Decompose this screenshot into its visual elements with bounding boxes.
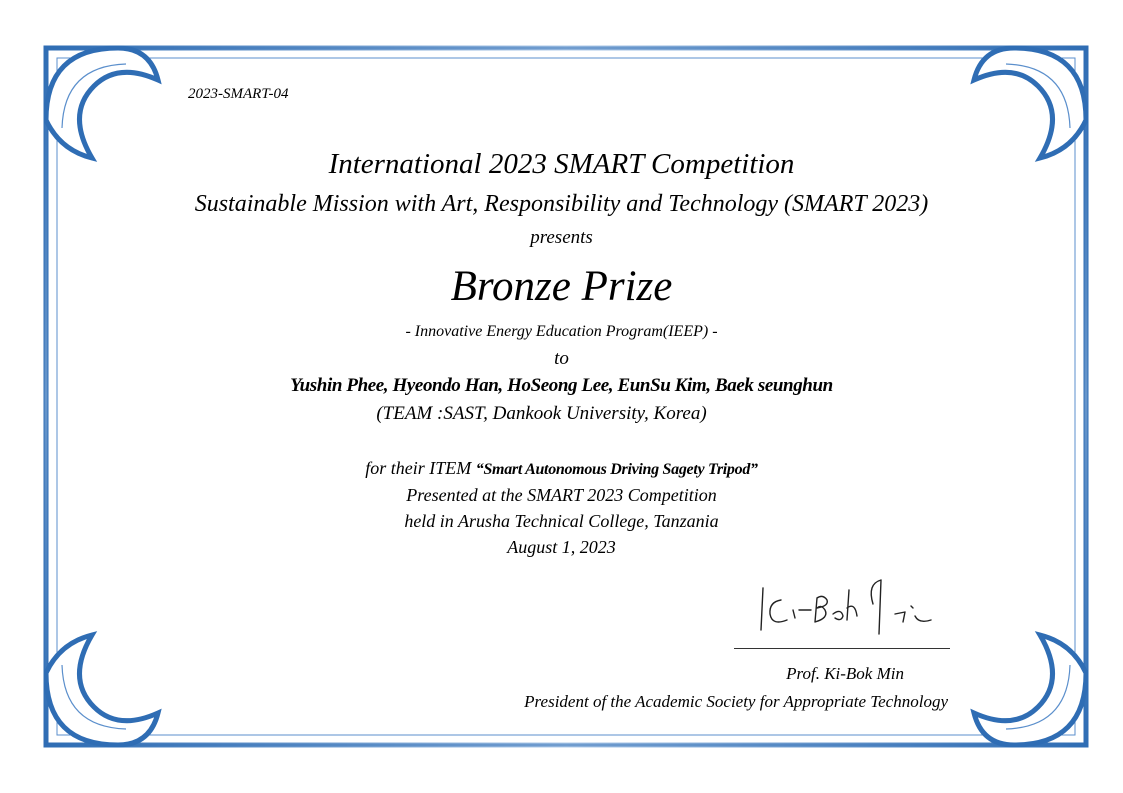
presented-line: Presented at the SMART 2023 Competition <box>406 485 717 505</box>
program-name: - Innovative Energy Education Program(IEEP) - <box>405 323 718 340</box>
competition-title: International 2023 SMART Competition <box>328 148 795 180</box>
corner-top-left <box>46 48 158 158</box>
item-line <box>0 458 1123 479</box>
corner-bottom-right <box>974 635 1086 745</box>
presents-text: presents <box>530 227 593 248</box>
item-name: “Smart Autonomous Driving Sagety Tripod” <box>475 461 758 478</box>
signature-line <box>734 648 950 649</box>
team-affiliation: (TEAM :SAST, Dankook University, Korea) <box>376 403 707 424</box>
signer-name: Prof. Ki-Bok Min <box>786 664 904 683</box>
prize-title: Bronze Prize <box>450 263 673 310</box>
item-prefix: for their ITEM <box>365 458 476 478</box>
certificate-number: 2023-SMART-04 <box>188 86 289 102</box>
corner-top-right <box>974 48 1086 158</box>
competition-subtitle: Sustainable Mission with Art, Responsibility and Technology (SMART 2023) <box>194 191 929 217</box>
venue-line: held in Arusha Technical College, Tanzania <box>404 511 719 531</box>
signer-title: President of the Academic Society for Appropriate Technology <box>524 692 948 711</box>
handwritten-signature <box>755 570 945 640</box>
corner-bottom-left <box>46 635 158 745</box>
award-date: August 1, 2023 <box>507 537 616 557</box>
recipient-names: Yushin Phee, Hyeondo Han, HoSeong Lee, EunSu Kim, Baek seunghun <box>290 375 833 396</box>
to-text: to <box>554 348 569 369</box>
